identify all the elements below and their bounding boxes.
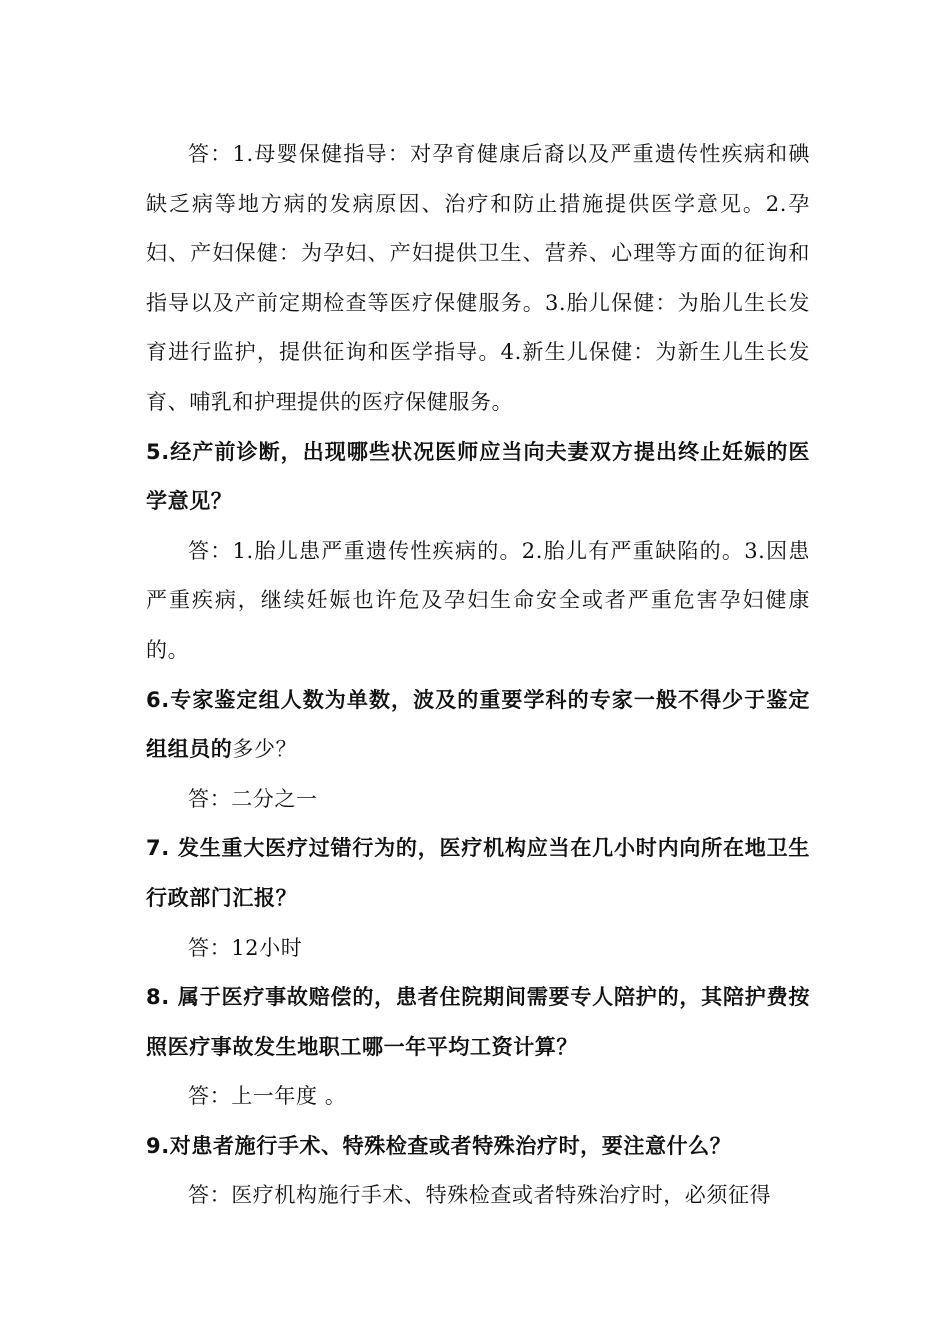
answer-paragraph-4: 答：1.母婴保健指导：对孕育健康后裔以及严重遗传性疾病和碘缺乏病等地方病的发病原因、治疗和防止措施提供医学意见。2.孕妇、产妇保健：为孕妇、产妇提供卫生、营养、心理等方面的征询和指导以及产前定期检查等医疗保健服务。3.胎儿保健：为胎儿生长发育进行监护，提供征询和医学指导。4.新生儿保健：为新生儿生长发育、哺乳和护理提供的医疗保健服务。 — [146, 142, 810, 414]
question-7: 7. 发生重大医疗过错行为的，医疗机构应当在几小时内向所在地卫生行政部门汇报？ — [146, 836, 810, 910]
answer-paragraph-7: 答：12小时 — [188, 935, 303, 960]
question-6-text: 6.专家鉴定组人数为单数，波及的重要学科的专家一般不得少于鉴定组组员的 — [146, 687, 810, 762]
question-8: 8. 属于医疗事故赔偿的，患者住院期间需要专人陪护的，其陪护费按照医疗事故发生地职工哪一年平均工资计算？ — [146, 985, 810, 1059]
document-body — [146, 130, 810, 1221]
question-5: 5.经产前诊断，出现哪些状况医师应当向夫妻双方提出终止妊娠的医学意见？ — [146, 439, 810, 514]
question-6-tail: 多少？ — [232, 737, 298, 762]
answer-paragraph-8: 答：上一年度 。 — [188, 1084, 347, 1109]
answer-paragraph-9: 答：医疗机构施行手术、特殊检查或者特殊治疗时，必须征得 — [188, 1183, 772, 1208]
question-6 — [146, 676, 810, 775]
question-9: 9.对患者施行手术、特殊检查或者特殊治疗时，要注意什么？ — [146, 1133, 732, 1158]
answer-paragraph-6: 答：二分之一 — [188, 786, 318, 811]
answer-paragraph-5: 答：1.胎儿患严重遗传性疾病的。2.胎儿有严重缺陷的。3.因患严重疾病，继续妊娠也许危及孕妇生命安全或者严重危害孕妇健康的。 — [146, 538, 810, 662]
